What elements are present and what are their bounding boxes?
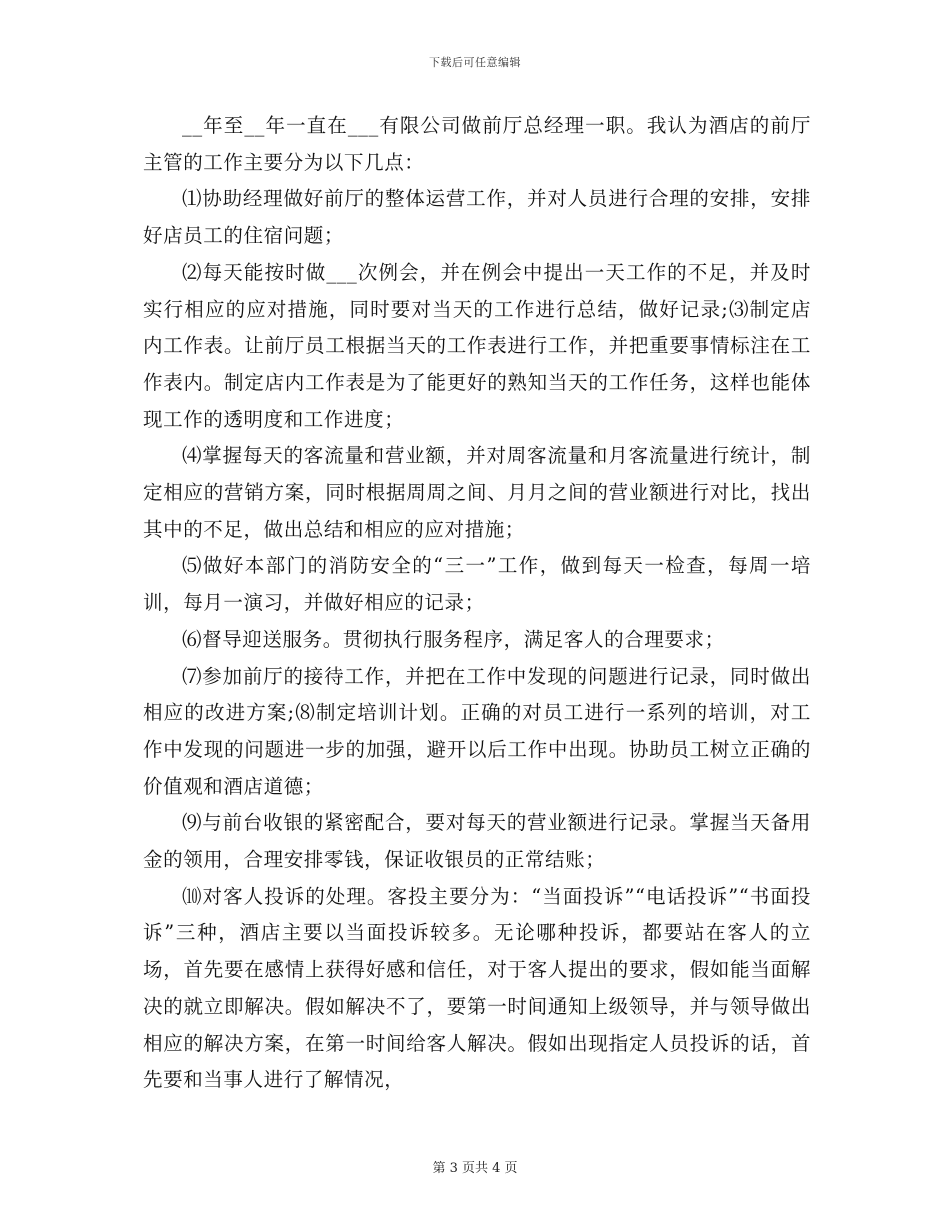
paragraph-intro: __年至__年一直在___有限公司做前厅总经理一职。我认为酒店的前厅主管的工作主要分为以下几点： [143, 114, 811, 174]
paragraph-item-4: ⑷掌握每天的客流量和营业额，并对周客流量和月客流量进行统计，制定相应的营销方案，同时根据周周之间、月月之间的营业额进行对比，找出其中的不足，做出总结和相应的应对措施； [143, 444, 811, 541]
paragraph-item-7-8: ⑺参加前厅的接待工作，并把在工作中发现的问题进行记录，同时做出相应的改进方案;⑻制定培训计划。正确的对员工进行一系列的培训，对工作中发现的问题进一步的加强，避开以后工作中出现。协助员工树立正确的价值观和酒店道德； [143, 664, 811, 798]
paragraph-item-9: ⑼与前台收银的紧密配合，要对每天的营业额进行记录。掌握当天备用金的领用，合理安排零钱，保证收银员的正常结账； [143, 811, 811, 872]
paragraph-item-10: ⑽对客人投诉的处理。客投主要分为：“当面投诉”“电话投诉”“书面投诉”三种，酒店主要以当面投诉较多。无论哪种投诉，都要站在客人的立场，首先要在感情上获得好感和信任，对于客人提出的要求，假如能当面解决的就立即解决。假如解决不了，要第一时间通知上级领导，并与领导做出相应的解决方案，在第一时间给客人解决。假如出现指定人员投诉的话，首先要和当事人进行了解情况， [143, 884, 811, 1092]
paragraph-item-5: ⑸做好本部门的消防安全的“三一”工作，做到每天一检查，每周一培训，每月一演习，并做好相应的记录； [143, 554, 811, 615]
paragraph-item-2-3: ⑵每天能按时做___次例会，并在例会中提出一天工作的不足，并及时实行相应的应对措施，同时要对当天的工作进行总结，做好记录;⑶制定店内工作表。让前厅员工根据当天的工作表进行工作，并把重要事情标注在工作表内。制定店内工作表是为了能更好的熟知当天的工作任务，这样也能体现工作的透明度和工作进度； [143, 260, 811, 431]
page-header-note: 下载后可任意编辑 [429, 56, 521, 69]
paragraph-item-6: ⑹督导迎送服务。贯彻执行服务程序，满足客人的合理要求； [182, 627, 725, 651]
page-number-footer: 第 3 页共 4 页 [432, 1161, 518, 1176]
document-body [143, 108, 811, 1099]
paragraph-item-1: ⑴协助经理做好前厅的整体运营工作，并对人员进行合理的安排，安排好店员工的住宿问题； [143, 187, 811, 248]
